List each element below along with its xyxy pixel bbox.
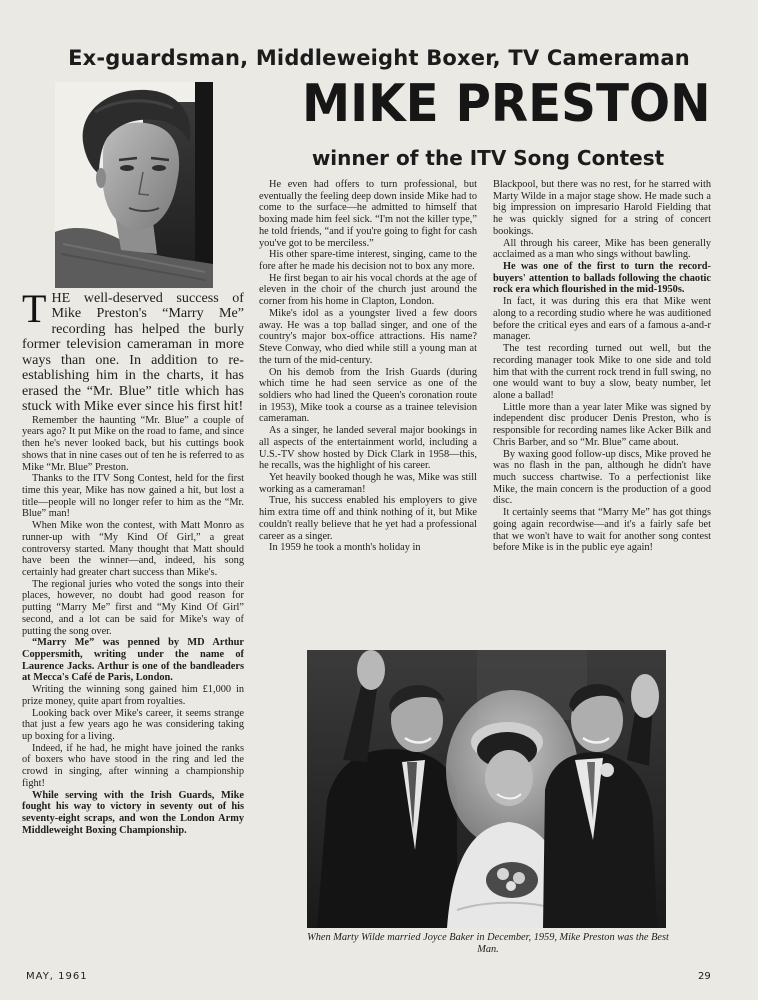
wedding-image — [307, 650, 666, 928]
article-column-2 — [259, 179, 477, 554]
paragraph: Remember the haunting “Mr. Blue” a couple of years ago? It put Mike on the road to fame, and since then he's never looked back, but his cuttings book shows that in nine cases out of ten he is referred to as Mike “Mr. Blue” Preston. — [22, 414, 244, 473]
page-number: 29 — [698, 971, 711, 982]
paragraph: He first began to air his vocal chords at the age of eleven in the choir of the church just around the corner from his home in Clapton, London. — [259, 272, 477, 308]
paragraph: Little more than a year later Mike was signed by independent disc producer Denis Preston, who is responsible for recording names like Acker Bilk and Chris Barber, and so “Mr. Blue” came about. — [493, 401, 711, 448]
paragraph: As a singer, he landed several major bookings in all aspects of the entertainment world, including a U.S.-TV show hosted by Dick Clark in 1958—this, he recalls, was the highlight of his career. — [259, 425, 477, 472]
article-column-1 — [22, 286, 244, 837]
paragraph: Looking back over Mike's career, it seems strange that just a few years ago he was considering taking up boxing for a living. — [22, 707, 244, 743]
portrait-image — [55, 82, 213, 288]
bold-paragraph: He was one of the first to turn the record-buyers' attention to ballads following the chaotic rock era which flourished in the mid-1950s. — [493, 261, 711, 296]
paragraph: All through his career, Mike has been generally acclaimed as a man who sings without bawling. — [493, 237, 711, 261]
kicker-headline: Ex-guardsman, Middleweight Boxer, TV Cameraman — [68, 46, 690, 70]
paragraph: His other spare-time interest, singing, came to the fore after he made his decision not to box any more. — [259, 249, 477, 273]
paragraph: In fact, it was during this era that Mike went along to a recording studio where he was auditioned before the critical eyes and ears of a famous a-and-r manager. — [493, 296, 711, 343]
paragraph: By waxing good follow-up discs, Mike proved he was no flash in the pan, although he didn't have much success chartwise. To a perfectionist like Mike, the main concern is the production of a good disc. — [493, 448, 711, 507]
wedding-photo — [307, 650, 666, 928]
paragraph: It certainly seems that “Marry Me” has got things going again recordwise—and it's a fairly safe bet that we won't have to wait for another song contest before Mike is in the public eye again! — [493, 507, 711, 554]
lead-text: HE well-deserved success of Mike Preston's “Marry Me” recording has helped the burly former television cameraman in more ways than one. In addition to re-establishing him in the charts, it has erased the “Mr. Blue” title which has stuck with Mike ever since his first hit! — [22, 290, 244, 415]
bold-paragraph: While serving with the Irish Guards, Mike fought his way to victory in seventy out of his seventy-eight scraps, and won the London Army Middleweight Boxing Championship. — [22, 789, 244, 836]
paragraph: Mike's idol as a youngster lived a few doors away. He was a top ballad singer, and one of the country's major box-office attractions. His name? Steve Conway, who died while still a young man at the turn of the mid-century. — [259, 307, 477, 366]
main-headline: MIKE PRESTON — [302, 74, 711, 134]
sub-headline: winner of the ITV Song Contest — [311, 146, 665, 170]
paragraph: He even had offers to turn professional, but eventually the feeling deep down inside Mike had to come to the surface—he admitted to himself that boxing made him feel sick. “I'm not the killer type,” he told friends, “and if you're going to fight for cash you've got to be merciless.” — [259, 179, 477, 249]
footer-date: MAY, 1961 — [26, 971, 88, 982]
bold-paragraph: “Marry Me” was penned by MD Arthur Coppersmith, writing under the name of Laurence Jacks. Arthur is one of the bandleaders at Mecca's Café de Paris, London. — [22, 637, 244, 684]
drop-cap: T — [22, 286, 47, 331]
paragraph: Thanks to the ITV Song Contest, held for the first time this year, Mike has now gained a hit, but lost a title—people will no longer refer to him as the “Mr. Blue” man! — [22, 473, 244, 520]
lead-paragraph — [22, 286, 244, 415]
paragraph: The regional juries who voted the songs into their places, however, no doubt had good reason for putting “Marry Me” first and “My Kind Of Girl” second, and a lot can be said for Mike's way of putting the song over. — [22, 578, 244, 637]
portrait-photo — [55, 82, 213, 288]
paragraph: Yet heavily booked though he was, Mike was still working as a cameraman! — [259, 471, 477, 495]
paragraph: On his demob from the Irish Guards (during which time he had seen service as one of the soldiers who had lined the Queen's coronation route in 1953), Mike took a course as a trainee television cameraman. — [259, 366, 477, 425]
photo-caption: When Marty Wilde married Joyce Baker in December, 1959, Mike Preston was the Best Man. — [307, 932, 669, 955]
paragraph: True, his success enabled his employers to give him extra time off and think nothing of it, but Mike couldn't really believe that he yet had a professional career as a singer. — [259, 495, 477, 542]
paragraph: When Mike won the contest, with Matt Monro as runner-up with “My Kind Of Girl,” a great controversy started. Many thought that Matt should have been the winner—and, indeed, his song certainly had greater chart success than Mike's. — [22, 520, 244, 578]
paragraph: Indeed, if he had, he might have joined the ranks of boxers who have stood in the ring and led the crowd in singing, after winning a championship fight! — [22, 742, 244, 789]
article-column-3 — [493, 179, 711, 554]
paragraph: Writing the winning song gained him £1,000 in prize money, quite apart from royalties. — [22, 684, 244, 707]
paragraph: Blackpool, but there was no rest, for he starred with Marty Wilde in a major stage show. He made such a big impression on impresario Harold Fielding that he was quickly signed for a string of concert bookings. — [493, 179, 711, 237]
paragraph: The test recording turned out well, but the recording manager took Mike to one side and told him that with the current rock trend in full swing, no one would want to buy a slow, beaty number, let alone a ballad! — [493, 343, 711, 401]
paragraph: In 1959 he took a month's holiday in — [269, 542, 421, 554]
